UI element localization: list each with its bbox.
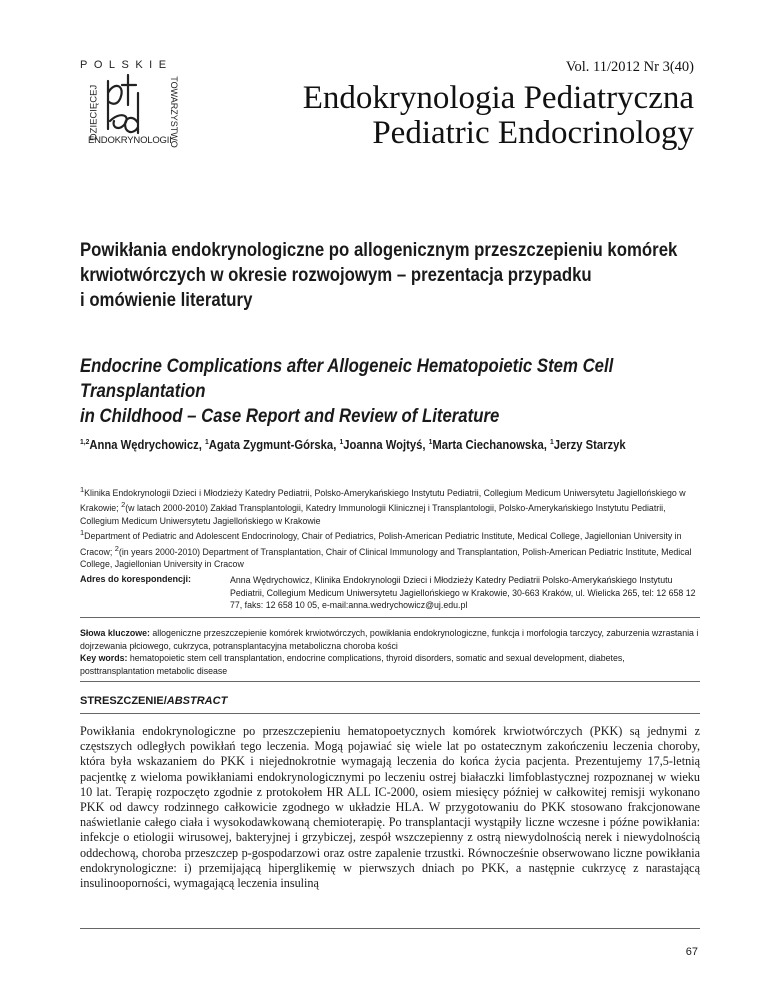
- affiliation-pl: $^1$Klinika Endokrynologii Dzieci i Młodzieży Katedry Pediatrii, Polsko-Amerykańskiego Instytutu Pediatrii, Collegium Medicum Uniwersytetu Jagiellońskiego w Krakowie; $^2$(w latach 2000-2010) Zakład Transplantologii, Katedry Immunologii Klinicznej i Transplantologii, Polsko-Amerykańskiego Instytutu Pediatrii, Collegium Medicum Uniwersytetu Jagiellońskiego w Krakowie: [80, 485, 686, 526]
- article-title-en: [80, 354, 699, 429]
- affiliations: [80, 484, 700, 571]
- author-name: Jerzy Starzyk: [553, 438, 626, 453]
- logo-left-text: DZIECIĘCEJ: [88, 84, 100, 141]
- author-affil-mark: 1: [205, 437, 209, 446]
- title-en-line: Endocrine Complications after Allogeneic Hematopoietic Stem Cell Transplantation: [80, 355, 614, 402]
- author-affil-mark: 1: [428, 437, 433, 446]
- author-affil-mark: 1: [339, 437, 344, 446]
- title-pl-line: i omówienie literatury: [80, 289, 253, 311]
- author-affil-mark: 1,2: [80, 437, 90, 446]
- author-name: Anna Wędrychowicz: [89, 438, 199, 453]
- logo-bottom-text: ENDOKRYNOLOGII: [88, 135, 172, 146]
- journal-title-en: Pediatric Endocrinology: [372, 115, 694, 151]
- author-list: $^{1,2}$Anna Wędrychowicz, $^1$Agata Zygmunt-Górska, $^1$Joanna Wojtyś, $^1$Marta Ciechanowska, $^1$Jerzy Starzyk: [80, 437, 626, 453]
- divider: [80, 713, 700, 714]
- title-pl-line: Powikłania endokrynologiczne po allogenicznym przeszczepieniu komórek: [80, 239, 678, 261]
- logo-mark-icon: [98, 71, 154, 135]
- keywords-pl: Słowa kluczowe: allogeniczne przeszczepienie komórek krwiotwórczych, powikłania endokrynologiczne, funkcja i morfologia tarczycy, zaburzenia wzrastania i dojrzewania płciowego, cukrzyca, potransplantacyjna metaboliczna choroba kości: [80, 628, 699, 651]
- abstract-text: Powikłania endokrynologiczne po przeszczepieniu hematopoetycznych komórek krwiotwórczych (PKK) są jednymi z częstszych odległych powikłań tego leczenia. Mogą pojawiać się wiele lat po ostatecznym zakończeniu leczenia choroby, która była wskazaniem do PKK i niejednokrotnie wymagają leczenia do końca życia pacjenta. Prezentujemy 17,5-letnią pacjentkę z wieloma powikłaniami endokrynologicznymi po leczeniu ostrej białaczki limfoblastycznej rozpoznanej w wieku 10 lat. Terapię rozpoczęto zgodnie z protokołem HR ALL IC-2000, osiem miesięcy później w całkowitej remisji wykonano PKK od dawcy rodzinnego całkowicie zgodnego w układzie HLA. W przygotowaniu do PKK stosowano frakcjonowane naświetlanie całego ciała i wysokodawkowaną chemioterapię. Po transplantacji wystąpiły liczne wczesne i późne powikłania: infekcje o etiologii wirusowej, bakteryjnej i grzybiczej, zespół wszczepienny z ostrą niewydolnością nerek i niewydolnością oddechową, choroba przeszczep p-gospodarzowi oraz ostre zapalenie trzustki. Równocześnie obserwowano liczne powikłania endokrynologiczne: i) przemijającą hiperglikemię w pierwszych dniach po PKK, a następnie cukrzycę z narastającą insulinooporności, wymagającą leczenia insuliną: [80, 724, 700, 891]
- title-en-line: in Childhood – Case Report and Review of Literature: [80, 405, 500, 427]
- divider: [80, 681, 700, 682]
- author-name: Joanna Wojtyś: [343, 438, 423, 453]
- logo-right-text: TOWARZYSTWO: [169, 76, 179, 148]
- author-name: Marta Ciechanowska: [432, 438, 544, 453]
- article-title-pl: [80, 238, 699, 313]
- logo-top-text: POLSKIE: [80, 59, 173, 71]
- keywords: [80, 627, 700, 677]
- page-number: 67: [685, 946, 698, 958]
- volume-info: Vol. 11/2012 Nr 3(40): [565, 59, 694, 75]
- journal-title-pl: Endokrynologia Pediatryczna: [302, 80, 694, 116]
- divider: [80, 617, 700, 618]
- society-logo: [80, 59, 180, 148]
- correspondence-text: Anna Wędrychowicz, Klinika Endokrynologii Dzieci i Młodzieży Katedry Pediatrii Polsko-Amerykańskiego Instytutu Pediatrii, Collegium Medicum Uniwersytetu Jagiellońskiego w Krakowie, 30-663 Kraków, ul. Wielicka 265, tel: 12 658 12 77, faks: 12 658 10 05, e-mail:anna.wedrychowicz@uj.edu.pl: [230, 575, 696, 610]
- author-affil-mark: 1: [549, 437, 554, 446]
- title-pl-line: krwiotwórczych w okresie rozwojowym – prezentacja przypadku: [80, 264, 592, 286]
- author-name: Agata Zygmunt-Górska: [208, 438, 334, 453]
- keywords-en: Key words: hematopoietic stem cell transplantation, endocrine complications, thyroid disorders, somatic and sexual development, diabetes, posttransplantation metabolic disease: [80, 653, 625, 676]
- abstract-heading: STRESZCZENIE/ABSTRACT: [80, 695, 228, 707]
- divider: [80, 928, 700, 929]
- affiliation-en: $^1$Department of Pediatric and Adolescent Endocrinology, Chair of Pediatrics, Polish-American Pediatric Institute, Medical College, Jagiellonian University in Cracow; $^2$(in years 2000-2010) Department of Transplantation, Chair of Clinical Immunology and Transplantation, Polish-American Pediatric Institute, Medical College, Jagiellonian University in Cracow: [80, 528, 692, 570]
- correspondence-label: Adres do korespondencji:: [80, 574, 192, 584]
